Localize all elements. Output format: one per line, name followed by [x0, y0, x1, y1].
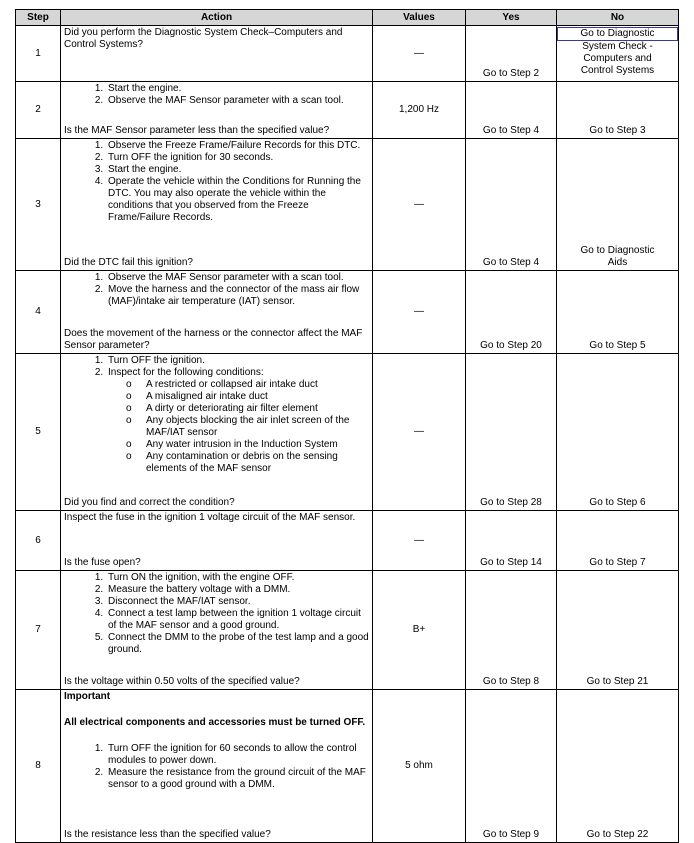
action-cell: [61, 82, 373, 139]
action-question: Is the MAF Sensor parameter less than the specified value?: [64, 125, 330, 136]
action-item: 1. Start the engine.: [106, 83, 369, 95]
sub-item: o A misaligned air intake duct: [144, 391, 369, 403]
no-cell: Go to Step 22: [557, 690, 679, 843]
no-cell: [557, 139, 679, 271]
no-line: Control Systems: [580, 65, 655, 76]
action-question: Is the voltage within 0.50 volts of the specified value?: [64, 676, 300, 687]
action-cell: [61, 354, 373, 511]
step-number: 1: [16, 26, 61, 82]
table-row: [16, 354, 679, 511]
step-number: 3: [16, 139, 61, 271]
action-item: 2. Observe the MAF Sensor parameter with a scan tool.: [106, 95, 369, 107]
action-question: Did the DTC fail this ignition?: [64, 257, 193, 268]
yes-cell: Go to Step 2: [466, 26, 557, 82]
action-item: 4. Operate the vehicle within the Conditions for Running the DTC. You may also operate the vehicle within the conditions that you observed from the Freeze Frame/Failure Records.: [106, 176, 369, 224]
value-cell: —: [373, 139, 466, 271]
action-item: 1. Turn OFF the ignition for 60 seconds to allow the control modules to power down.: [106, 743, 369, 767]
header-yes: Yes: [466, 10, 557, 26]
action-intro: Did you perform the Diagnostic System Check–Computers and Control Systems?: [64, 27, 343, 50]
important-text: All electrical components and accessories must be turned OFF.: [64, 717, 366, 728]
action-item: 2. Move the harness and the connector of the mass air flow (MAF)/intake air temperature (IAT) sensor.: [106, 284, 369, 308]
value-cell: 1,200 Hz: [373, 82, 466, 139]
action-question: Is the resistance less than the specified value?: [64, 829, 271, 840]
header-action: Action: [61, 10, 373, 26]
value-cell: —: [373, 511, 466, 571]
action-cell: [61, 139, 373, 271]
yes-cell: Go to Step 20: [466, 271, 557, 354]
yes-cell: Go to Step 9: [466, 690, 557, 843]
step-number: 4: [16, 271, 61, 354]
no-cell: [557, 26, 679, 82]
diagnostic-table: [15, 9, 679, 843]
no-line: Aids: [607, 257, 628, 268]
action-item: 1. Observe the MAF Sensor parameter with a scan tool.: [106, 272, 369, 284]
step-number: 2: [16, 82, 61, 139]
action-item: 1. Observe the Freeze Frame/Failure Records for this DTC.: [106, 140, 369, 152]
diagnostic-check-link[interactable]: Go to Diagnostic: [557, 27, 678, 41]
action-item: 1. Turn ON the ignition, with the engine OFF.: [106, 572, 369, 584]
value-cell: —: [373, 354, 466, 511]
action-item: 5. Connect the DMM to the probe of the test lamp and a good ground.: [106, 632, 369, 656]
action-intro: Inspect the fuse in the ignition 1 voltage circuit of the MAF sensor.: [64, 512, 356, 523]
value-cell: 5 ohm: [373, 690, 466, 843]
yes-cell: Go to Step 4: [466, 82, 557, 139]
no-line: System Check -: [582, 41, 653, 52]
action-item: 3. Start the engine.: [106, 164, 369, 176]
step-number: 6: [16, 511, 61, 571]
no-cell: Go to Step 21: [557, 571, 679, 690]
no-line: Computers and: [583, 53, 652, 64]
sub-item: o A dirty or deteriorating air filter element: [144, 403, 369, 415]
header-no: No: [557, 10, 679, 26]
table-row: [16, 690, 679, 843]
table-row: [16, 511, 679, 571]
important-title: Important: [64, 691, 111, 702]
action-item: 2. Measure the resistance from the ground circuit of the MAF sensor to a good ground with a DMM.: [106, 767, 369, 791]
no-cell: Go to Step 6: [557, 354, 679, 511]
action-cell: [61, 511, 373, 571]
action-item: 2. Turn OFF the ignition for 30 seconds.: [106, 152, 369, 164]
value-cell: —: [373, 271, 466, 354]
no-cell: Go to Step 5: [557, 271, 679, 354]
sub-item: o Any objects blocking the air inlet screen of the MAF/IAT sensor: [144, 415, 369, 439]
step-number: 7: [16, 571, 61, 690]
table-row: [16, 82, 679, 139]
yes-cell: Go to Step 4: [466, 139, 557, 271]
action-cell: [61, 571, 373, 690]
table-row: [16, 271, 679, 354]
no-line: Go to Diagnostic: [580, 245, 655, 256]
no-cell: Go to Step 3: [557, 82, 679, 139]
value-cell: B+: [373, 571, 466, 690]
header-step: Step: [16, 10, 61, 26]
action-item: 1. Turn OFF the ignition.: [106, 355, 369, 367]
action-item-text: Inspect for the following conditions:: [108, 367, 264, 378]
table-row: [16, 26, 679, 82]
action-question: Did you find and correct the condition?: [64, 497, 235, 508]
header-row: [16, 10, 679, 26]
no-cell: Go to Step 7: [557, 511, 679, 571]
action-item: [106, 367, 369, 475]
action-item: 4. Connect a test lamp between the ignition 1 voltage circuit of the MAF sensor and a good ground.: [106, 608, 369, 632]
action-item: 2. Measure the battery voltage with a DMM.: [106, 584, 369, 596]
value-cell: —: [373, 26, 466, 82]
sub-item: o Any water intrusion in the Induction System: [144, 439, 369, 451]
step-number: 5: [16, 354, 61, 511]
sub-item: o Any contamination or debris on the sensing elements of the MAF sensor: [144, 451, 369, 475]
yes-cell: Go to Step 28: [466, 354, 557, 511]
step-number: 8: [16, 690, 61, 843]
action-cell: [61, 26, 373, 82]
action-question: Does the movement of the harness or the connector affect the MAF Sensor parameter?: [64, 328, 363, 351]
table-row: [16, 139, 679, 271]
action-cell: [61, 690, 373, 843]
yes-cell: Go to Step 14: [466, 511, 557, 571]
table-row: [16, 571, 679, 690]
action-question: Is the fuse open?: [64, 557, 141, 568]
sub-item: o A restricted or collapsed air intake duct: [144, 379, 369, 391]
yes-cell: Go to Step 8: [466, 571, 557, 690]
action-cell: [61, 271, 373, 354]
action-item: 3. Disconnect the MAF/IAT sensor.: [106, 596, 369, 608]
header-values: Values: [373, 10, 466, 26]
